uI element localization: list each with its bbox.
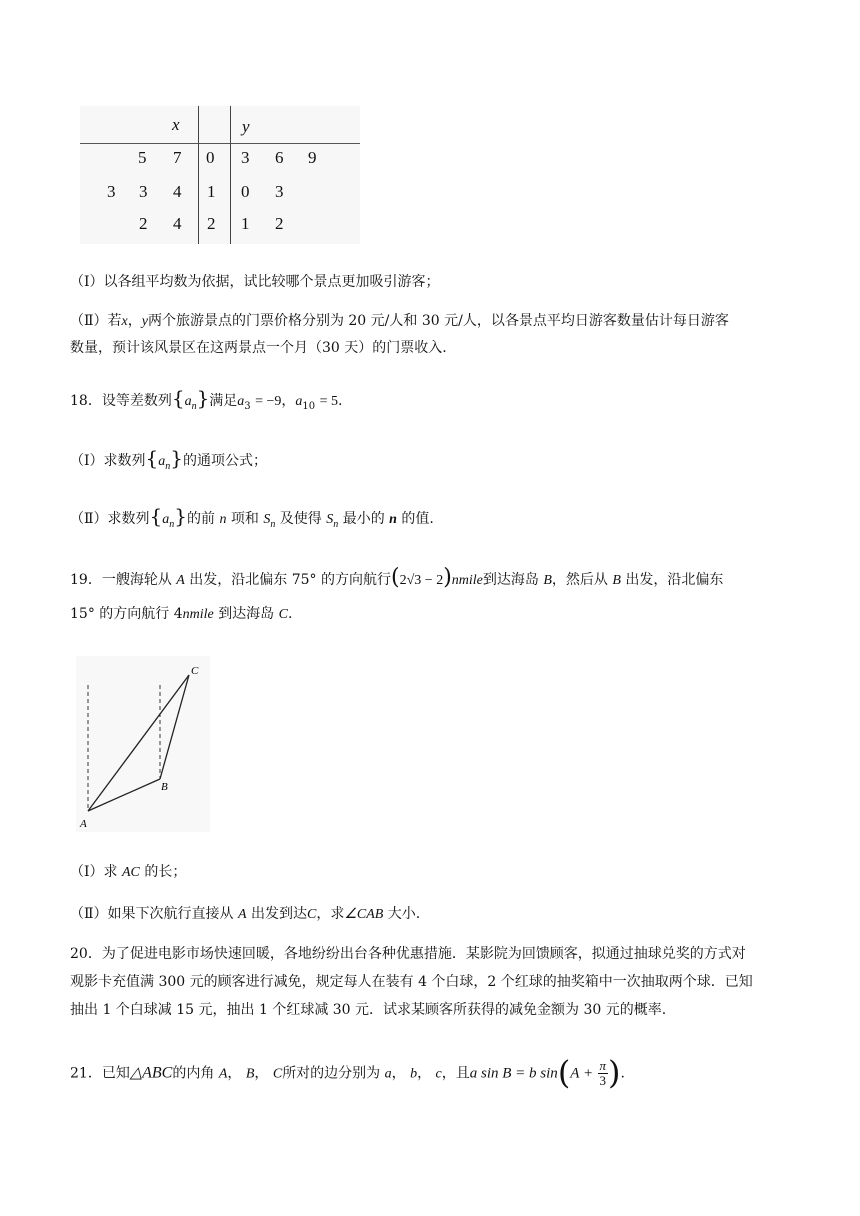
point-label-C: C bbox=[191, 665, 199, 677]
leaf-y: 6 bbox=[275, 148, 284, 167]
point-label-A: A bbox=[80, 818, 87, 830]
q20-line3: 抽出 1 个白球减 15 元，抽出 1 个红球减 30 元．试求某顾客所获得的减免金额为 30 元的概率. bbox=[70, 1002, 667, 1018]
leaf-x: 3 bbox=[139, 182, 148, 201]
q17-part2-line1: （Ⅱ）若x，y两个旅游景点的门票价格分别为 20 元/人和 30 元/人，以各景点平均日游客数量估计每日游客 bbox=[70, 313, 729, 329]
q19-part1: （Ⅰ）求 AC 的长； bbox=[70, 864, 187, 880]
fraction-pi-over-3: $\frac{\pi}{3}$ bbox=[599, 1058, 607, 1088]
leaf-x: 5 bbox=[138, 148, 147, 167]
q18-part2: （Ⅱ）求数列$\{a_n\}$的前 n 项和 $S_n$ 及使得 $S_n$ 最小的 n 的值. bbox=[70, 504, 434, 530]
col-header-y: y bbox=[242, 117, 250, 136]
q18-part1: （Ⅰ）求数列$\{a_n\}$的通项公式； bbox=[70, 446, 267, 472]
q20-line2: 观影卡充值满 300 元的顾客进行减免，规定每人在装有 4 个白球，2 个红球的抽奖箱中一次抽取两个球．已知 bbox=[70, 974, 753, 990]
leaf-y: 9 bbox=[308, 148, 317, 167]
navigation-diagram bbox=[76, 656, 210, 832]
q19-line2: 15° 的方向航行 4nmile 到达海岛 C. bbox=[70, 606, 293, 622]
leaf-y: 3 bbox=[275, 182, 284, 201]
q21-stem: 21．已知△ABC的内角 A， B， C所对的边分别为 a， b， c，且a sin B = b sin(A + $\frac{\pi}{3}$ ). bbox=[70, 1053, 625, 1092]
leaf-x: 4 bbox=[173, 214, 182, 233]
leaf-x: 7 bbox=[173, 148, 182, 167]
leaf-y: 3 bbox=[241, 148, 250, 167]
leaf-x: 2 bbox=[139, 214, 148, 233]
q17-part1: （Ⅰ）以各组平均数为依据，试比较哪个景点更加吸引游客； bbox=[70, 274, 440, 290]
stem: 0 bbox=[206, 148, 215, 167]
q20-line1: 20．为了促进电影市场快速回暖，各地纷纷出台各种优惠措施．某影院为回馈顾客，拟通过抽球兑奖的方式对 bbox=[70, 946, 746, 962]
point-label-B: B bbox=[161, 781, 168, 793]
stem-leaf-table bbox=[80, 106, 360, 244]
stem: 1 bbox=[207, 182, 216, 201]
q17-part2-line2: 数量，预计该风景区在这两景点一个月（30 天）的门票收入. bbox=[70, 340, 447, 356]
stem: 2 bbox=[207, 214, 216, 233]
q18-stem: 18．设等差数列$\{a_n\}$满足$a_3 = -9$，$a_{10} = 5$. bbox=[70, 386, 343, 412]
leaf-x: 3 bbox=[107, 182, 116, 201]
leaf-x: 4 bbox=[173, 182, 182, 201]
table-right-divider bbox=[230, 106, 231, 244]
diagram-background bbox=[76, 656, 210, 832]
q19-part2: （Ⅱ）如果下次航行直接从 A 出发到达C，求∠CAB 大小. bbox=[70, 906, 421, 922]
leaf-y: 0 bbox=[241, 182, 250, 201]
leaf-y: 1 bbox=[241, 214, 250, 233]
q19-line1: 19．一艘海轮从 A 出发，沿北偏东 75° 的方向航行(2√3 − 2)nmile到达海岛 B，然后从 B 出发，沿北偏东 bbox=[70, 565, 724, 590]
leaf-y: 2 bbox=[275, 214, 284, 233]
col-header-x: x bbox=[172, 115, 180, 134]
table-header-rule bbox=[80, 143, 360, 144]
table-left-divider bbox=[198, 106, 199, 244]
